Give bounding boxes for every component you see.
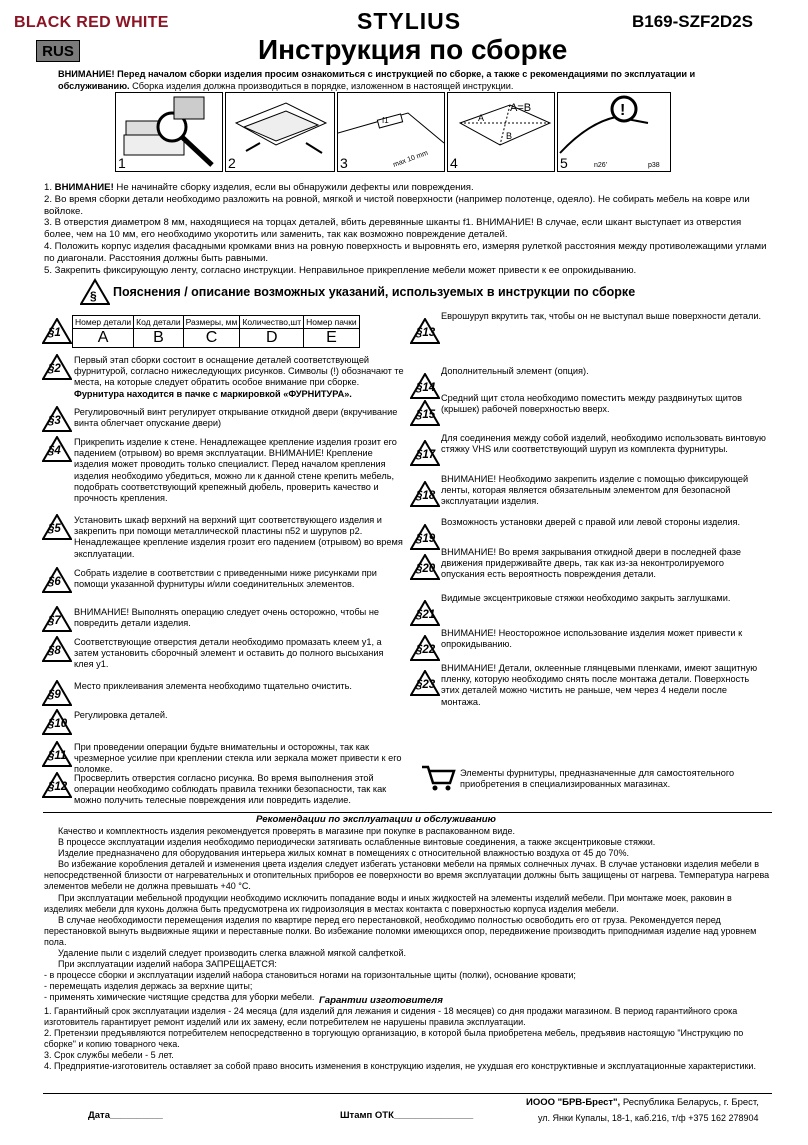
shopping-cart-icon	[420, 763, 456, 793]
divider	[43, 812, 772, 813]
svg-text:A: A	[478, 113, 485, 123]
recommendation-line: Удаление пыли с изделий следует производить слегка влажной мягкой салфеткой.	[58, 948, 407, 959]
warranty-text	[44, 1006, 772, 1073]
picture-4: A=B A B 4	[447, 92, 555, 172]
note-right: Возможность установки дверей с правой или левой стороны изделия.	[441, 517, 741, 527]
note-left: Просверлить отверстия согласно рисунка. Во время выполнения этой операции необходимо соблюдать правила техники безопасности, так как можно получить телесные повреждения или повредить изделие.	[74, 773, 387, 806]
note-left: Прикрепить изделие к стене. Ненадлежащее крепление изделия грозит его падением (отрывом) во время эксплуатации. ВНИМАНИЕ! Крепление изделия может проводить только специалист. Перед началом крепления изделия необходимо убедиться, можно ли к данной стене крепить мебель, подобрать соответствующий крепежный дюбель, проверить качество и прочность крепления.	[74, 437, 397, 504]
warning-triangle-icon: §4	[42, 436, 72, 462]
warranty-line: 1. Гарантийный срок эксплуатации изделия - 24 месяца (для изделий для лежания и сидения - 18 месяцев) со дня продажи магазином. В период гарантийного срока изготовитель гарантирует ремонт изделий или их замену, если потребителем не нарушены правила эксплуатации.	[44, 1006, 738, 1028]
warning-triangle-icon: §9	[42, 680, 72, 706]
warranty-line: 2. Претензии предъявляются потребителем непосредственно в торгующую организацию, в которой была приобретена мебель, предъявив настоящую "Инструкцию по сборке" и копию товарного чека.	[44, 1028, 744, 1050]
warning-triangle-icon: §21	[410, 600, 440, 626]
stamp-field: Штамп ОТК_______________	[340, 1110, 474, 1121]
note-right: Средний щит стола необходимо поместить между раздвинутых щитов (крышек) рабочей поверхностью вверх.	[441, 393, 742, 415]
language-badge: RUS	[36, 40, 80, 62]
picture-2: 2	[225, 92, 335, 172]
date-field: Дата__________	[88, 1110, 163, 1121]
model-name: STYLIUS	[357, 8, 462, 34]
company-address: ул. Янки Купалы, 18-1, каб.216, т/ф +375 162 278904	[538, 1113, 759, 1123]
picture-3: f1 max 10 mm 3	[337, 92, 445, 172]
warning-triangle-icon: §11	[42, 741, 72, 767]
warning-triangle-icon: §15	[410, 400, 440, 426]
note-left: При проведении операции будьте внимательны и осторожны, так как чрезмерное усилие при креплении стекла или зеркала может привести к его поломке.	[74, 742, 402, 775]
recommendation-line: Во избежание коробления деталей и изменения цвета изделия следует избегать установки мебели на прямых солнечных лучах. В случае установки изделия мебели в непосредственной близости от нагревательных и отопительных приборов ее поверхности во время эксплуатации должны быть защищены от нагрева. Температура нагрева элементов мебели не должна превышать +40 °С.	[44, 859, 770, 892]
note-right: Для соединения между собой изделий, необходимо использовать винтовую стяжку VHS или соответствующий шуруп из комплекта фурнитуры.	[441, 433, 766, 455]
warning-triangle-icon: §17	[410, 440, 440, 466]
table-cell: C	[183, 329, 240, 348]
recommendation-line: При эксплуатации изделий набора ЗАПРЕЩАЕТСЯ:	[58, 959, 277, 970]
part-codes-table	[72, 315, 360, 348]
svg-text:p38: p38	[648, 162, 660, 169]
intro-bold: ВНИМАНИЕ! Перед началом сборки изделия просим ознакомиться с инструкцией по сборке, а также с рекомендациями по эксплуатации и обслуживанию.	[58, 69, 696, 91]
recommendation-line: Качество и комплектность изделия рекомендуется проверять в магазине при покупке в распакованном виде.	[58, 826, 516, 836]
recommendations-title: Рекомендации по эксплуатации и обслуживанию	[256, 814, 496, 825]
warranty-line: 4. Предприятие-изготовитель оставляет за собой право вносить изменения в конструкцию изделия, не ухудшая его конструктивные и эксплуатационные характеристики.	[44, 1061, 756, 1072]
svg-text:§: §	[90, 289, 97, 303]
table-header: Код детали	[134, 316, 183, 329]
page-title: Инструкция по сборке	[258, 34, 568, 65]
blanket-illustration	[226, 93, 334, 171]
warning-triangle-icon: §14	[410, 373, 440, 399]
warranty-line: 3. Срок службы мебели - 5 лет.	[44, 1050, 174, 1061]
note-left: Установить шкаф верхний на верхний щит соответствующего изделия и закрепить при помощи металлической пластины n52 и шурупов p2. Ненадлежащее крепление изделия грозит его падением (отрывом) во время эксплуатации.	[74, 515, 403, 559]
warning-triangle-icon: §20	[410, 554, 440, 580]
table-cell: A	[73, 329, 134, 348]
recommendation-line: - перемещать изделия держась за верхние щиты;	[44, 981, 253, 992]
warning-triangle-icon: §7	[42, 606, 72, 632]
assembly-pictures	[115, 92, 671, 172]
recommendation-line: Изделие предназначено для оборудования интерьера жилых комнат в помещениях с относительной влажностью воздуха от 45 до 70%.	[58, 848, 630, 859]
note-right: Дополнительный элемент (опция).	[441, 366, 589, 376]
warning-triangle-icon: §3	[42, 406, 72, 432]
picture-1: 1	[115, 92, 223, 172]
note-right: Видимые эксцентриковые стяжки необходимо закрыть заглушками.	[441, 593, 731, 603]
note-left: Место приклеивания элемента необходимо тщательно очистить.	[74, 681, 352, 691]
warning-triangle-icon: §18	[410, 481, 440, 507]
note-left: Первый этап сборки состоит в оснащение деталей соответствующей фурнитурой, согласно нижеследующих рисунков. Символы (!) обозначают те места, на которые следует обратить особое внимание при сборке. Фурнитура находится в пачке с маркировкой «ФУРНИТУРА».	[74, 355, 404, 399]
product-code: B169-SZF2D2S	[632, 12, 753, 31]
note-left: ВНИМАНИЕ! Выполнять операцию следует очень осторожно, чтобы не повредить детали изделия.	[74, 607, 380, 629]
svg-text:B: B	[506, 131, 513, 141]
note-left: Регулировка деталей.	[74, 710, 168, 720]
recommendation-line: В процессе эксплуатации изделия необходимо периодически затягивать ослабленные винтовые соединения, а также эксцентриковые стяжки.	[58, 837, 656, 848]
diagonal-illustration	[448, 93, 554, 171]
warning-triangle-icon: §8	[42, 636, 72, 662]
warranty-title: Гарантии изготовителя	[319, 995, 443, 1006]
warning-triangle-icon: §2	[42, 354, 72, 380]
svg-text:A=B: A=B	[510, 102, 532, 114]
table-cell: B	[134, 329, 183, 348]
note-left: Соответствующие отверстия детали необходимо промазать клеем y1, а затем установить сборочный элемент и оставить до полного высыхания клея y1.	[74, 637, 384, 670]
note-right: Еврошуруп вкрутить так, чтобы он не выступал выше поверхности детали.	[441, 311, 761, 321]
company-name: ИООО "БРВ-Брест", Республика Беларусь, г. Брест,	[526, 1097, 759, 1108]
instruction-item: 1. ВНИМАНИЕ! Не начинайте сборку изделия, если вы обнаружили дефекты или повреждения.	[44, 182, 474, 193]
brand-logo: BLACK RED WHITE	[14, 14, 169, 31]
recommendation-line: - в процессе сборки и эксплуатации изделий набора становиться ногами на горизонтальные щиты (полки), основание кровати;	[44, 970, 576, 981]
svg-text:max 10 mm: max 10 mm	[392, 149, 430, 169]
intro-text	[58, 68, 758, 92]
warning-triangle-icon: §6	[42, 567, 72, 593]
instruction-list	[44, 182, 772, 276]
footer-divider	[43, 1093, 772, 1094]
paragraph-icon	[80, 278, 110, 306]
picture-5: ! n26' p38 5	[557, 92, 671, 172]
warning-triangle-icon: §5	[42, 514, 72, 540]
note-right: ВНИМАНИЕ! Во время закрывания откидной двери в последней фазе движения придерживайте дверь, так как из-за неконтролируемого опускания есть вероятность повреждения детали.	[441, 547, 741, 580]
table-header: Номер детали	[73, 316, 134, 329]
strap-illustration	[558, 93, 670, 171]
svg-text:!: !	[620, 102, 626, 119]
recommendation-line: При эксплуатации мебельной продукции необходимо исключить попадание воды и иных жидкостей на элементы изделий мебели. При монтаже моек, раковин в изделиях мебели для кухонь должна быть предусмотрена их гидроизоляция в местах контакта с поверхностью корпуса изделия мебели.	[44, 892, 732, 914]
recommendation-line: - применять химические чистящие средства для уборки мебели.	[44, 992, 315, 1003]
warning-triangle-icon: §19	[410, 524, 440, 550]
warning-triangle-icon: §1	[42, 318, 72, 344]
dowel-illustration	[338, 93, 444, 171]
svg-text:f1: f1	[382, 116, 389, 125]
recommendations-text	[44, 826, 772, 1004]
note-left: Регулировочный винт регулирует открывание откидной двери (вкручивание винта облегчает опускание двери)	[74, 407, 398, 429]
table-cell: D	[240, 329, 304, 348]
instruction-item: 4. Положить корпус изделия фасадными кромками вниз на ровную поверхность и выровнять его, измеряя рулеткой расстояния между противолежащими углами по диагонали. Расстояния должны быть равными.	[44, 240, 767, 264]
warning-triangle-icon: §23	[410, 670, 440, 696]
cart-note: Элементы фурнитуры, предназначенные для самостоятельного приобретения в специализированных магазинах.	[460, 768, 735, 790]
warning-triangle-icon: §13	[410, 318, 440, 344]
table-header: Размеры, мм	[183, 316, 240, 329]
svg-text:n26': n26'	[594, 162, 608, 169]
note-left: Собрать изделие в соответствии с приведенными ниже рисунками при помощи указанной фурнитуры и/или соединительных элементов.	[74, 568, 377, 590]
note-right: ВНИМАНИЕ! Необходимо закрепить изделие с помощью фиксирующей ленты, которая является обязательным элементом для безопасной эксплуатации изделия.	[441, 474, 749, 507]
instruction-item: 3. В отверстия диаметром 8 мм, находящиеся на торцах деталей, вбить деревянные шканты f1. ВНИМАНИЕ! В случае, если шкант выступает из отверстия более, чем на 10 мм, его необходимо укоротить или заменить, так как возможно повреждение деталей.	[44, 217, 742, 241]
explanations-title: Пояснения / описание возможных указаний, используемых в инструкции по сборке	[113, 285, 636, 299]
intro-rest: Сборка изделия должна производиться в порядке, изложенном в настоящей инструкции.	[129, 81, 514, 91]
note-right: ВНИМАНИЕ! Детали, оклеенные глянцевыми пленками, имеют защитную пленку, которую необходимо снять после монтажа детали. Поверхность этих деталей можно чистить не раньше, чем через 4 недели после монтажа.	[441, 663, 758, 707]
instruction-item: 5. Закрепить фиксирующую ленту, согласно инструкции. Неправильное прикрепление мебели может привести к ее опрокидыванию.	[44, 264, 637, 276]
note-right: ВНИМАНИЕ! Неосторожное использование изделия может привести к опрокидыванию.	[441, 628, 743, 650]
inspection-illustration	[116, 93, 222, 171]
warning-triangle-icon: §10	[42, 709, 72, 735]
warning-triangle-icon: §12	[42, 772, 72, 798]
table-header: Номер пачки	[304, 316, 360, 329]
instruction-item: 2. Во время сборки детали необходимо разложить на ровной, мягкой и чистой поверхности (например полотенце, одеяло). Не собирать мебель на ковре или войлоке.	[44, 193, 750, 217]
table-header: Количество,шт	[240, 316, 304, 329]
table-cell: E	[304, 329, 360, 348]
warning-triangle-icon: §22	[410, 635, 440, 661]
recommendation-line: В случае необходимости перемещения изделия по квартире перед его перестановкой, необходимо полностью освободить его от груза. Рекомендуется перед перестановкой вынуть выдвижные ящики и переставные полки. Во избежание поломки имеющихся опор, передвижение производить приподнимая изделие над уровнем пола.	[44, 914, 757, 947]
